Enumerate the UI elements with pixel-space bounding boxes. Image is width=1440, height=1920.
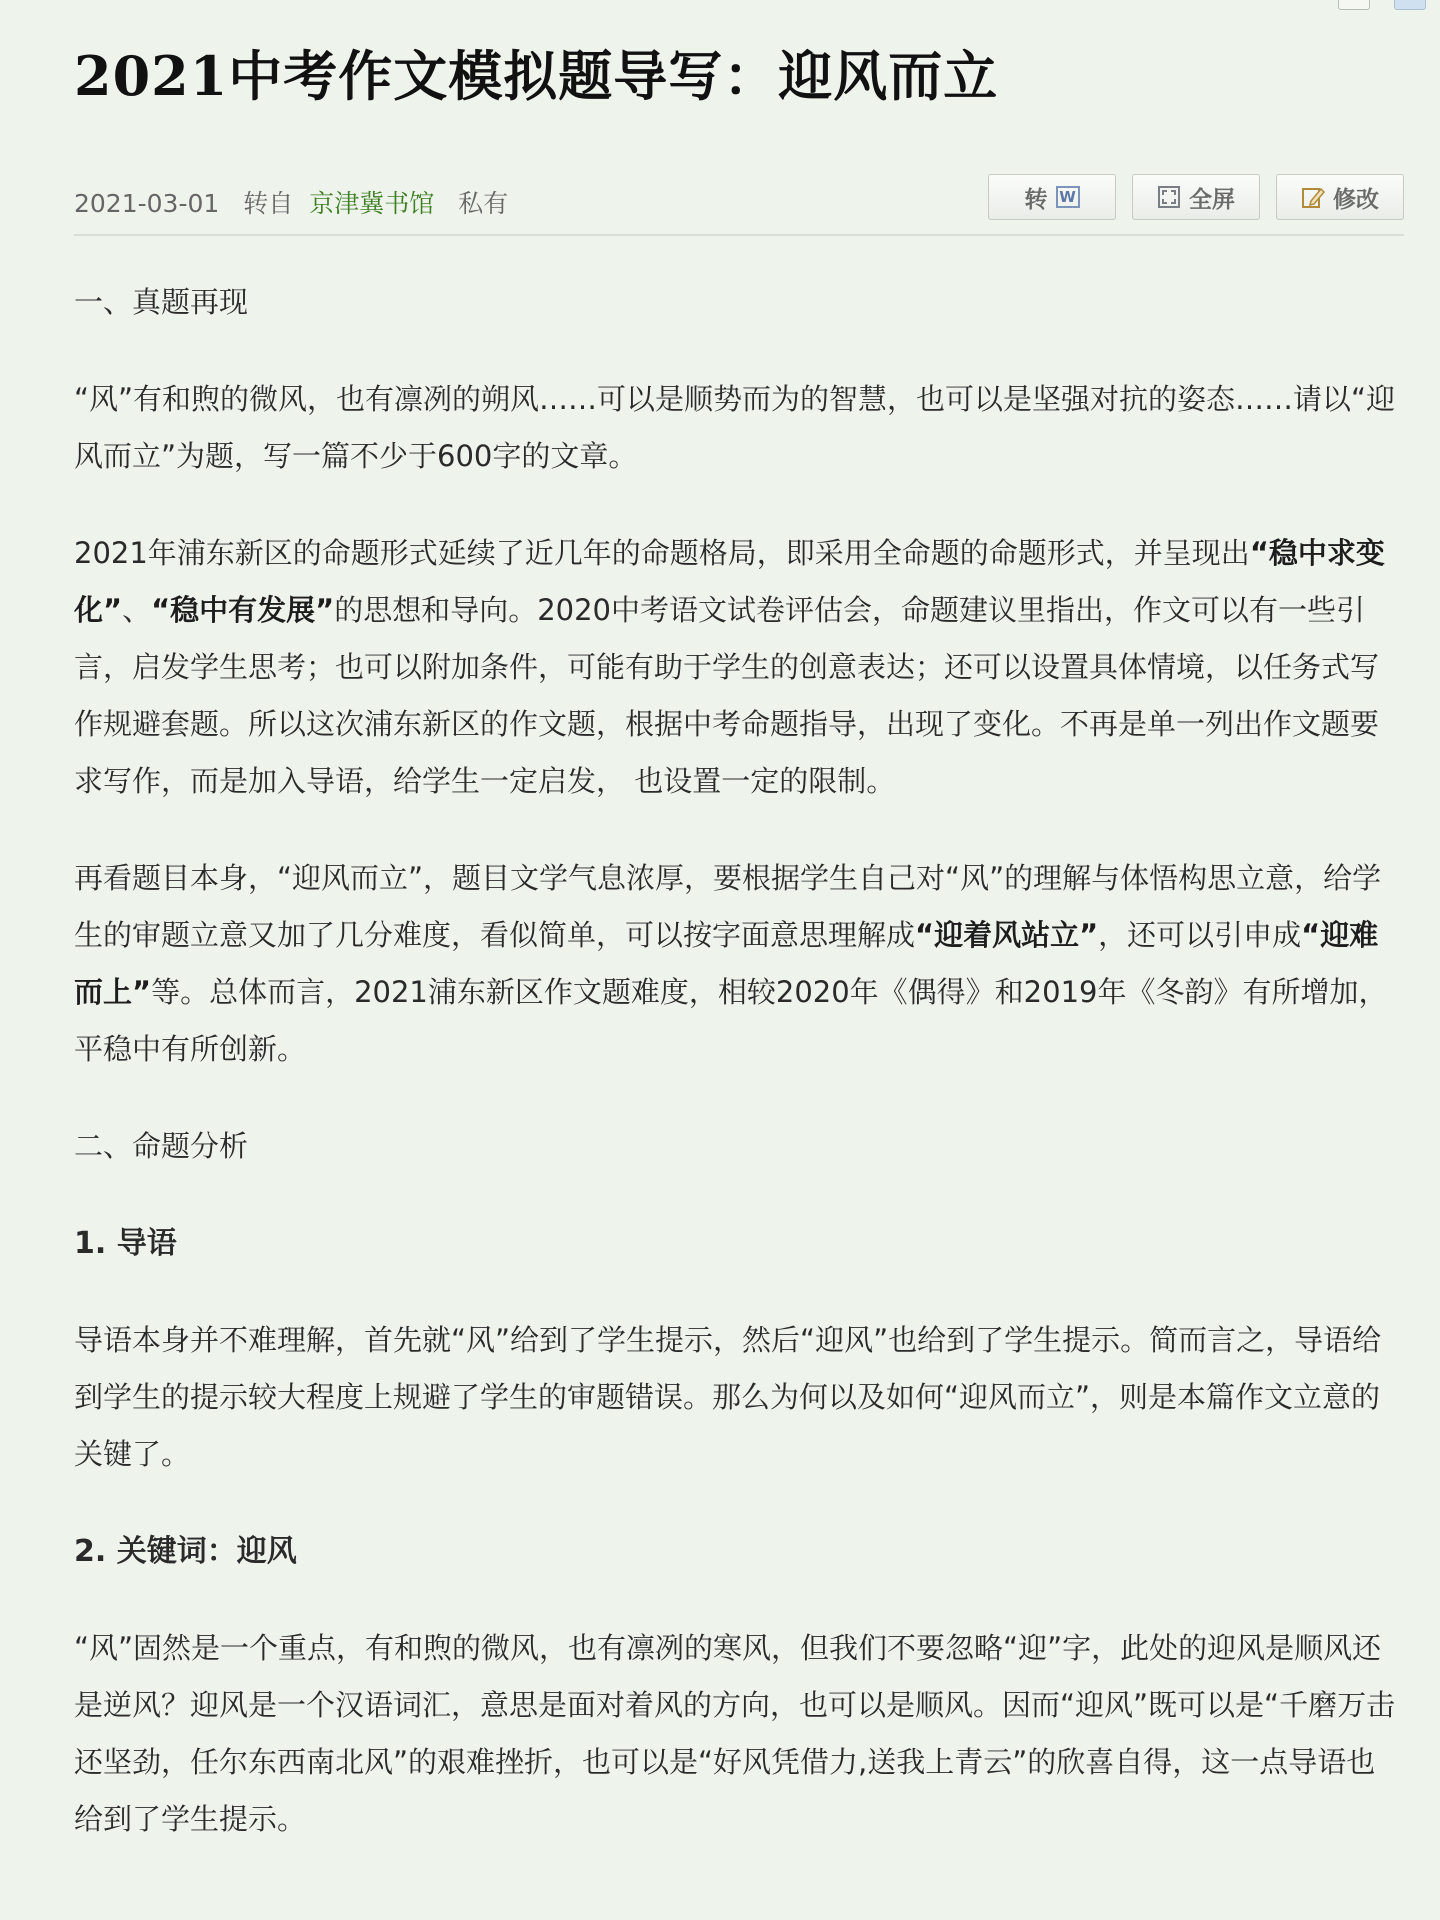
bold-phrase: “稳中求变化” — [74, 536, 1385, 627]
edit-icon — [1301, 185, 1325, 209]
article-title: 2021中考作文模拟题导写：迎风而立 — [74, 44, 999, 108]
paragraph: 导语本身并不难理解，首先就“风”给到了学生提示，然后“迎风”也给到了学生提示。简而言之，导语给到学生的提示较大程度上规避了学生的审题错误。那么为何以及如何“迎风而立”，则是本篇作文立意的关键了。 — [74, 1323, 1382, 1471]
article — [74, 0, 1404, 1888]
text-run: 的思想和导向。2020中考语文试卷评估会，命题建议里指出，作文可以有一些引言，启发学生思考；也可以附加条件，可能有助于学生的创意表达；还可以设置具体情境，以任务式写作规避套题。所以这次浦东新区的作文题，根据中考命题指导，出现了变化。不再是单一列出作文题要求写作，而是加入导语，给学生一定启发， 也设置一定的限制。 — [74, 593, 1380, 798]
paragraph — [74, 525, 1404, 810]
paragraph — [74, 850, 1404, 1078]
text-run: ，还可以引申成 — [1098, 918, 1302, 952]
source-link[interactable]: 京津冀书馆 — [309, 189, 435, 218]
paragraph: “风”有和煦的微风，也有凛冽的朔风……可以是顺势而为的智慧，也可以是坚强对抗的姿态……请以“迎风而立”为题，写一篇不少于600字的文章。 — [74, 382, 1396, 473]
section-heading: 一、真题再现 — [74, 285, 249, 319]
bold-phrase: “迎难而上” — [74, 918, 1379, 1009]
article-meta-bar — [74, 174, 1404, 236]
text-run: 2021年浦东新区的命题形式延续了近几年的命题格局，即采用全命题的命题形式，并呈现出 — [74, 536, 1250, 570]
bold-phrase: “稳中有发展” — [151, 593, 335, 627]
paragraph: “风”固然是一个重点，有和煦的微风，也有凛冽的寒风，但我们不要忽略“迎”字，此处的迎风是顺风还是逆风？迎风是一个汉语词汇，意思是面对着风的方向，也可以是顺风。因而“迎风”既可以是“千磨万击还坚劲，任尔东西南北风”的艰难挫折，也可以是“好风凭借力,送我上青云”的欣喜自得，这一点导语也给到了学生提示。 — [74, 1631, 1396, 1836]
section-heading: 二、命题分析 — [74, 1129, 249, 1163]
bold-phrase: “迎着风站立” — [915, 918, 1099, 952]
article-meta — [74, 184, 524, 220]
edit-button[interactable] — [1276, 174, 1404, 220]
subsection-heading: 2. 关键词：迎风 — [74, 1534, 297, 1569]
publish-date: 2021-03-01 — [74, 189, 220, 218]
article-toolbar — [988, 174, 1404, 220]
repost-prefix: 转自 — [243, 189, 294, 218]
text-run: 、 — [122, 593, 152, 627]
edit-label: 修改 — [1333, 186, 1379, 213]
repost-to-word-button[interactable] — [988, 174, 1116, 220]
fullscreen-icon — [1157, 185, 1181, 209]
visibility-label: 私有 — [458, 189, 509, 218]
repost-label: 转 — [1024, 186, 1048, 213]
text-run: 再看题目本身，“迎风而立”，题目文学气息浓厚，要根据学生自己对“风”的理解与体悟构思立意，给学生的审题立意又加了几分难度，看似简单，可以按字面意思理解成 — [74, 861, 1382, 952]
subsection-heading: 1. 导语 — [74, 1226, 177, 1261]
text-run: 等。总体而言，2021浦东新区作文题难度，相较2020年《偶得》和2019年《冬韵》有所增加，平稳中有所创新。 — [74, 975, 1388, 1066]
article-content — [74, 274, 1404, 1848]
fullscreen-label: 全屏 — [1189, 186, 1235, 213]
word-icon: W — [1056, 186, 1080, 208]
fullscreen-button[interactable] — [1132, 174, 1260, 220]
